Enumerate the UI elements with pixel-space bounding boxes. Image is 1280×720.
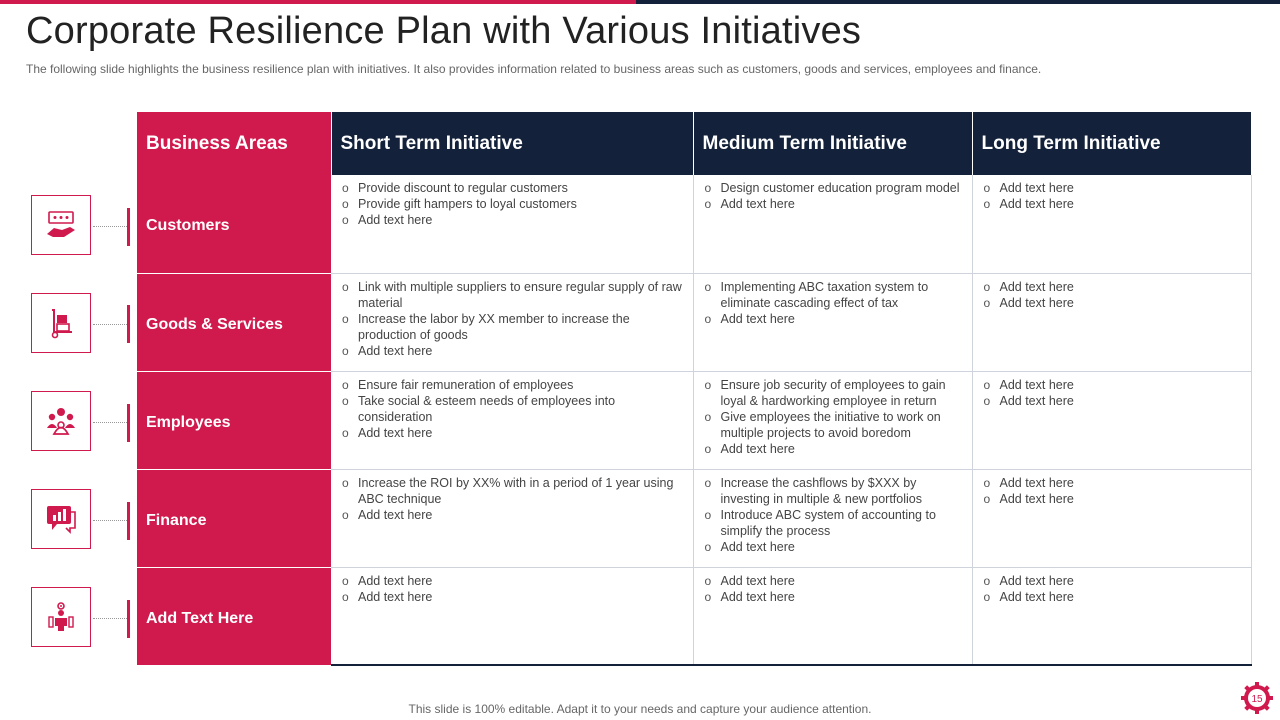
area-label: Employees <box>137 371 331 469</box>
list-item: o Add text here <box>982 573 1242 589</box>
list-item: o Add text here <box>982 393 1242 409</box>
team-icon <box>31 391 91 451</box>
person-gear-icon <box>31 587 91 647</box>
table-row <box>137 371 1251 469</box>
short-term-cell <box>331 175 693 273</box>
list-item: o Design customer education program model <box>703 180 963 196</box>
list-item: o Add text here <box>982 279 1242 295</box>
top-accent-bar-red <box>0 0 636 4</box>
list-item: o Add text here <box>703 441 963 457</box>
short-term-cell <box>331 567 693 665</box>
header-short-term: Short Term Initiative <box>331 112 693 175</box>
list-item: o Add text here <box>982 589 1242 605</box>
list-item: o Provide gift hampers to loyal customers <box>340 196 684 212</box>
long-term-cell <box>972 175 1251 273</box>
area-label: Goods & Services <box>137 273 331 371</box>
finance-chart-icon <box>31 489 91 549</box>
page-number-badge <box>1241 682 1273 714</box>
slide-subtitle: The following slide highlights the business resilience plan with initiatives. It also provides information related to business areas such as customers, goods and services, employees and finance. <box>26 62 1042 76</box>
list-item: o Add text here <box>703 539 963 555</box>
connector-dots <box>93 520 127 521</box>
header-long-term: Long Term Initiative <box>972 112 1251 175</box>
list-item: o Add text here <box>340 589 684 605</box>
long-term-cell <box>972 567 1251 665</box>
connector-dots <box>93 226 127 227</box>
list-item: o Add text here <box>340 343 684 359</box>
hand-truck-icon <box>31 293 91 353</box>
list-item: o Give employees the initiative to work on multiple projects to avoid boredom <box>703 409 963 441</box>
list-item: o Add text here <box>982 491 1242 507</box>
list-item: o Ensure fair remuneration of employees <box>340 377 684 393</box>
list-item: o Add text here <box>340 507 684 523</box>
resilience-plan-table <box>137 112 1252 666</box>
list-item: o Add text here <box>703 311 963 327</box>
top-accent-bar-dark <box>636 0 1280 4</box>
list-item: o Increase the cashflows by $XXX by investing in multiple & new portfolios <box>703 475 963 507</box>
list-item: o Add text here <box>982 475 1242 491</box>
header-business-areas: Business Areas <box>137 112 331 175</box>
medium-term-cell <box>693 469 972 567</box>
list-item: o Add text here <box>703 589 963 605</box>
table-row <box>137 273 1251 371</box>
list-item: o Introduce ABC system of accounting to simplify the process <box>703 507 963 539</box>
list-item: o Add text here <box>982 180 1242 196</box>
list-item: o Link with multiple suppliers to ensure regular supply of raw material <box>340 279 684 311</box>
list-item: o Implementing ABC taxation system to eliminate cascading effect of tax <box>703 279 963 311</box>
connector-bar <box>127 600 130 638</box>
list-item: o Add text here <box>703 196 963 212</box>
medium-term-cell <box>693 273 972 371</box>
short-term-cell <box>331 371 693 469</box>
list-item: o Increase the ROI by XX% with in a period of 1 year using ABC technique <box>340 475 684 507</box>
list-item: o Add text here <box>982 295 1242 311</box>
connector-dots <box>93 422 127 423</box>
list-item: o Increase the labor by XX member to increase the production of goods <box>340 311 684 343</box>
list-item: o Add text here <box>340 425 684 441</box>
list-item: o Add text here <box>982 377 1242 393</box>
long-term-cell <box>972 371 1251 469</box>
connector-dots <box>93 324 127 325</box>
list-item: o Add text here <box>340 212 684 228</box>
table-row <box>137 469 1251 567</box>
list-item: o Add text here <box>703 573 963 589</box>
header-medium-term: Medium Term Initiative <box>693 112 972 175</box>
short-term-cell <box>331 273 693 371</box>
connector-bar <box>127 305 130 343</box>
medium-term-cell <box>693 371 972 469</box>
table-row <box>137 175 1251 273</box>
list-item: o Take social & esteem needs of employees into consideration <box>340 393 684 425</box>
area-label: Customers <box>137 175 331 273</box>
list-item: o Ensure job security of employees to gain loyal & hardworking employee in return <box>703 377 963 409</box>
table-row <box>137 567 1251 665</box>
connector-bar <box>127 502 130 540</box>
area-label: Finance <box>137 469 331 567</box>
list-item: o Provide discount to regular customers <box>340 180 684 196</box>
list-item: o Add text here <box>982 196 1242 212</box>
area-label: Add Text Here <box>137 567 331 665</box>
table-header-row <box>137 112 1251 175</box>
long-term-cell <box>972 273 1251 371</box>
connector-bar <box>127 404 130 442</box>
medium-term-cell <box>693 175 972 273</box>
long-term-cell <box>972 469 1251 567</box>
short-term-cell <box>331 469 693 567</box>
customer-service-icon <box>31 195 91 255</box>
medium-term-cell <box>693 567 972 665</box>
list-item: o Add text here <box>340 573 684 589</box>
page-number: 15 <box>1251 694 1263 705</box>
slide-title: Corporate Resilience Plan with Various Initiatives <box>26 10 862 52</box>
connector-bar <box>127 208 130 246</box>
slide-footer: This slide is 100% editable. Adapt it to your needs and capture your audience attention. <box>408 702 872 716</box>
connector-dots <box>93 618 127 619</box>
